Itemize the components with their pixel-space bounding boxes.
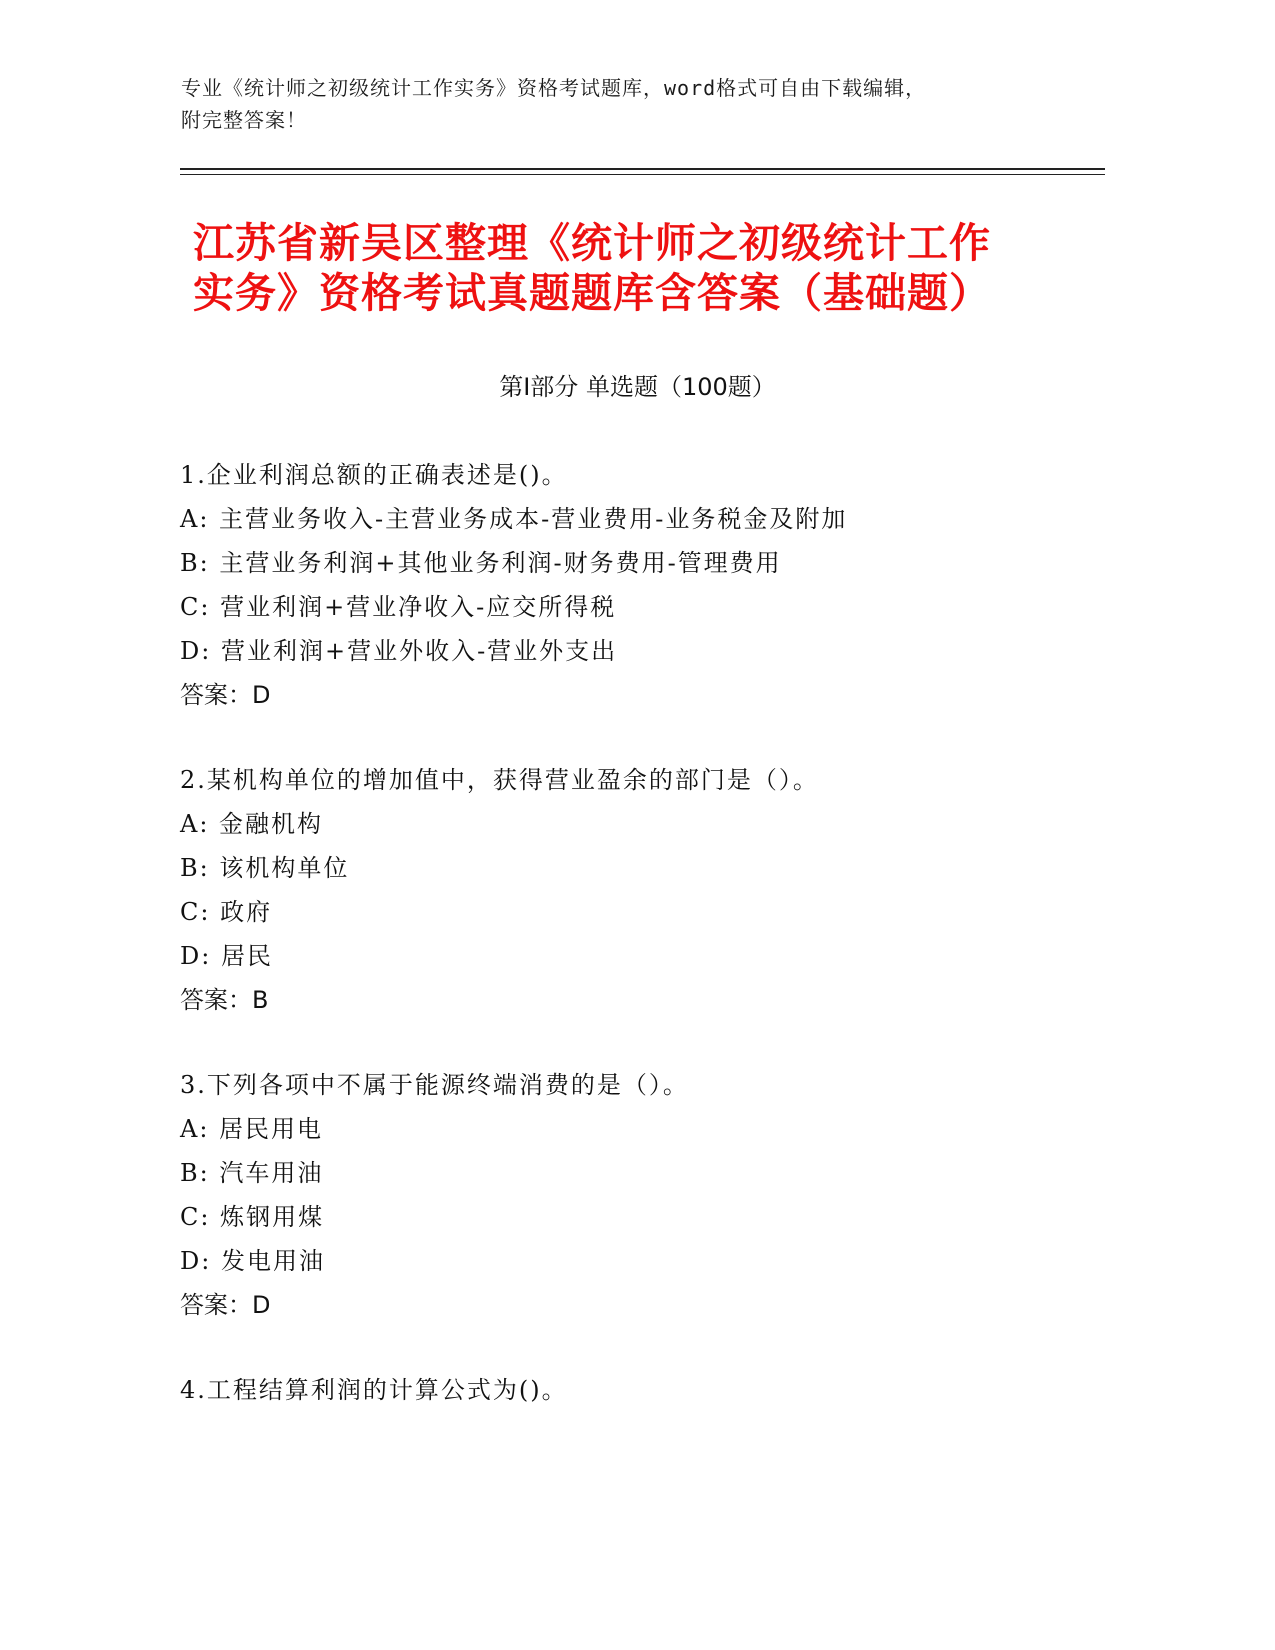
question-stem: 4.工程结算利润的计算公式为()。	[180, 1376, 568, 1404]
header-divider-thick	[180, 168, 1105, 170]
option-b: B: 汽车用油	[180, 1159, 324, 1187]
document-title-line-1: 江苏省新吴区整理《统计师之初级统计工作	[193, 219, 991, 267]
document-title-line-2: 实务》资格考试真题题库含答案（基础题）	[193, 269, 991, 317]
option-c: C: 炼钢用煤	[180, 1203, 325, 1231]
question-2	[180, 758, 1120, 1022]
option-a: A: 居民用电	[180, 1115, 324, 1143]
option-d: D: 居民	[180, 942, 273, 970]
document-title	[193, 218, 1073, 318]
question-stem: 2.某机构单位的增加值中，获得营业盈余的部门是（）。	[180, 766, 819, 794]
header-divider-thin	[180, 174, 1105, 175]
option-a: A: 金融机构	[180, 810, 324, 838]
option-b: B: 主营业务利润+其他业务利润-财务费用-管理费用	[180, 549, 782, 577]
answer: 答案：D	[180, 1291, 271, 1319]
section-heading: 第Ⅰ部分 单选题（100题）	[499, 373, 776, 401]
option-c: C: 政府	[180, 898, 273, 926]
option-b: B: 该机构单位	[180, 854, 350, 882]
option-d: D: 发电用油	[180, 1247, 325, 1275]
option-a: A: 主营业务收入-主营业务成本-营业费用-业务税金及附加	[180, 505, 848, 533]
answer: 答案：B	[180, 986, 269, 1014]
question-4	[180, 1368, 1120, 1412]
question-stem: 3.下列各项中不属于能源终端消费的是（）。	[180, 1071, 689, 1099]
option-c: C: 营业利润+营业净收入-应交所得税	[180, 593, 617, 621]
question-stem: 1.企业利润总额的正确表述是()。	[180, 461, 568, 489]
header-note	[181, 72, 1101, 136]
question-1	[180, 453, 1120, 717]
answer: 答案：D	[180, 681, 271, 709]
header-note-line-1: 专业《统计师之初级统计工作实务》资格考试题库，word格式可自由下载编辑，	[181, 76, 927, 100]
question-3	[180, 1063, 1120, 1327]
header-note-line-2: 附完整答案！	[181, 108, 307, 132]
option-d: D: 营业利润+营业外收入-营业外支出	[180, 637, 618, 665]
